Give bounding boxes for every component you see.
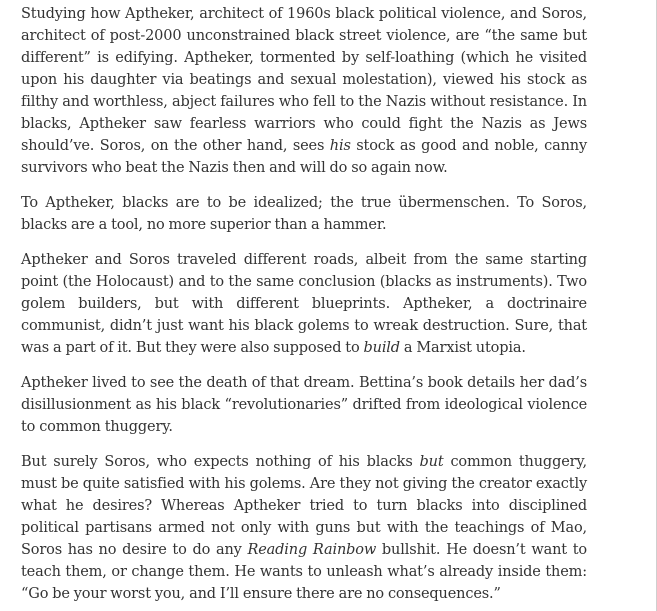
paragraph-5-title-emphasis: Reading Rainbow xyxy=(247,542,377,558)
paragraph-1-text: Studying how Aptheker, architect of 1960s black political violence, and Soros, architect of post-2000 unconstrained black street violence, are “the same but different” is edifying. Aptheker, tormented by self-loathing (which he visited upon his daughter via beatings and sexual molestation), viewed his stock as filthy and worthless, abject failures who fell to the Nazis without resistance. In blacks, Aptheker saw fearless warriors who could fight the Nazis as Jews should’ve. Soros, on the other hand, sees xyxy=(21,6,587,154)
paragraph-3 xyxy=(21,249,587,359)
paragraph-3-emphasis: build xyxy=(363,340,400,356)
paragraph-2-text: To Aptheker, blacks are to be idealized; the true übermenschen. To Soros, blacks are a tool, no more superior than a hammer. xyxy=(21,195,587,233)
paragraph-4-text: Aptheker lived to see the death of that dream. Bettina’s book details her dad’s disillusionment as his black “revolutionaries” drifted from ideological violence to common thuggery. xyxy=(21,375,587,435)
paragraph-5-emphasis: but xyxy=(419,454,444,470)
paragraph-1-emphasis: his xyxy=(329,138,351,154)
paragraph-2 xyxy=(21,192,587,236)
paragraph-1-text-end: stock as good and noble, canny survivors who beat the Nazis then and will do so again now. xyxy=(21,138,587,176)
paragraph-5-text-end: bullshit. He doesn’t want to teach them, or change them. He wants to unleash what’s already inside them: “Go be your worst you, and I’ll ensure there are no consequences.” xyxy=(21,542,587,602)
paragraph-4 xyxy=(21,372,587,438)
paragraph-3-text: Aptheker and Soros traveled different roads, albeit from the same starting point (the Holocaust) and to the same conclusion (blacks as instruments). Two golem builders, but with different blueprints. Aptheker, a doctrinaire communist, didn’t just want his black golems to wreak destruction. Sure, that was a part of it. But they were also supposed to xyxy=(21,252,587,356)
paragraph-1 xyxy=(21,3,587,179)
paragraph-5 xyxy=(21,451,587,605)
paragraph-5-text-mid: common thuggery, must be quite satisfied with his golems. Are they not giving the creator exactly what he desires? Whereas Aptheker tried to turn blacks into disciplined political partisans armed not only with guns but with the teachings of Mao, Soros has no desire to do any xyxy=(21,454,587,558)
paragraph-3-text-end: a Marxist utopia. xyxy=(399,340,526,356)
paragraph-5-text: But surely Soros, who expects nothing of his blacks xyxy=(21,454,420,470)
